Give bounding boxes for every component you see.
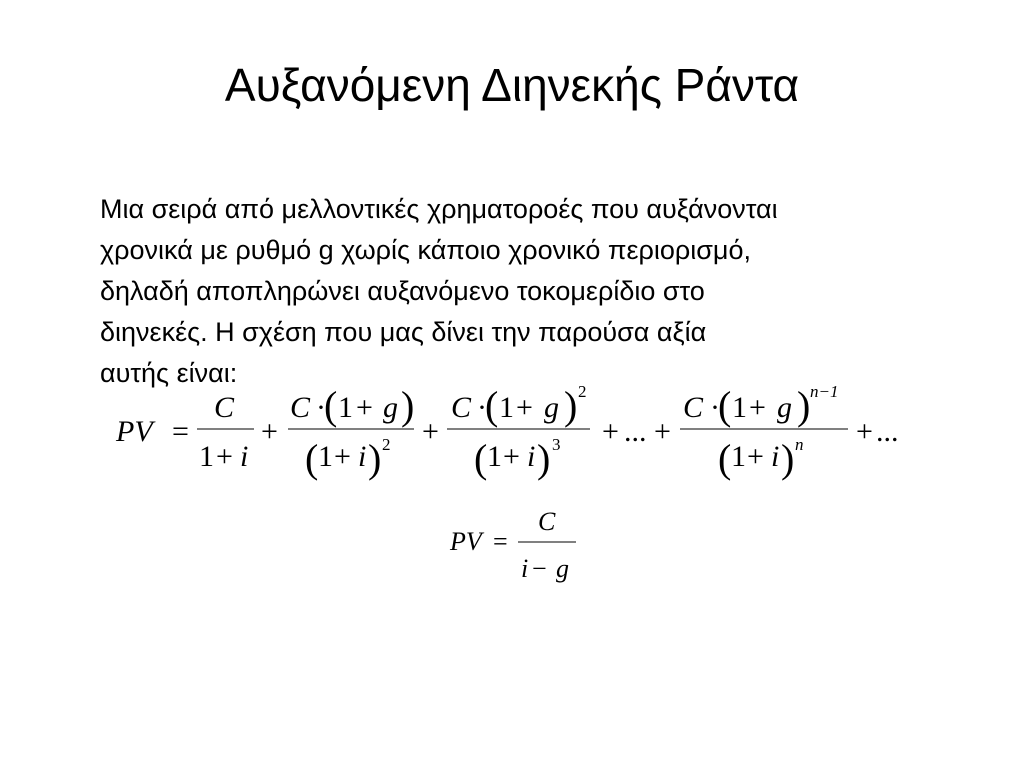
numerator-one: 1: [732, 391, 747, 424]
denominator-i: i: [521, 554, 529, 583]
body-line: χρονικά με ρυθμό g χωρίς κάποιο χρονικό περιορισμό,: [100, 235, 751, 265]
cdot-sign: ·: [710, 391, 720, 424]
equals-sign: =: [172, 415, 189, 448]
numerator-c: C: [290, 391, 311, 424]
close-paren: ): [797, 383, 811, 428]
ellipsis: ...: [876, 415, 899, 448]
open-paren: (: [324, 383, 338, 428]
open-paren: (: [305, 436, 319, 481]
denominator-i: i: [771, 440, 780, 473]
plus-sign: +: [216, 440, 233, 473]
open-paren: (: [474, 436, 488, 481]
open-paren: (: [718, 436, 732, 481]
plus-sign: +: [749, 391, 766, 424]
close-paren: ): [781, 436, 795, 481]
plus-sign: +: [334, 440, 351, 473]
numerator-c: C: [451, 391, 472, 424]
numerator-one: 1: [499, 391, 514, 424]
denominator-one: 1: [318, 440, 333, 473]
denominator-g: g: [556, 554, 569, 583]
slide-title: Αυξανόμενη Διηνεκής Ράντα: [224, 59, 800, 111]
body-line: αυτής είναι:: [100, 358, 238, 388]
denominator-i: i: [527, 440, 536, 473]
numerator-c: C: [214, 391, 235, 424]
numerator-g: g: [544, 391, 559, 424]
exponent-2: 2: [578, 382, 587, 401]
denominator-i: i: [240, 440, 249, 473]
body-line: διηνεκές. Η σχέση που μας δίνει την παρούσα αξία: [100, 317, 707, 347]
denominator-i: i: [358, 440, 367, 473]
pv-label: PV: [116, 415, 153, 448]
body-line: δηλαδή αποπληρώνει αυξανόμενο τοκομερίδιο στο: [100, 276, 705, 306]
formula-result: [449, 507, 576, 583]
plus-sign: +: [747, 440, 764, 473]
plus-sign: +: [602, 415, 619, 448]
cdot-sign: ·: [477, 391, 487, 424]
exponent-3: 3: [552, 435, 561, 454]
close-paren: ): [564, 383, 578, 428]
numerator-one: 1: [338, 391, 353, 424]
exponent-2: 2: [382, 435, 391, 454]
denominator-one: 1: [731, 440, 746, 473]
ellipsis: ...: [624, 415, 647, 448]
plus-sign: +: [356, 391, 373, 424]
denominator-one: 1: [487, 440, 502, 473]
pv-label: PV: [450, 527, 482, 556]
cdot-sign: ·: [316, 391, 326, 424]
exponent-n: n: [795, 435, 804, 454]
numerator-c: C: [683, 391, 704, 424]
plus-sign: +: [516, 391, 533, 424]
denominator-one: 1: [199, 440, 214, 473]
numerator-g: g: [383, 391, 398, 424]
numerator-g: g: [777, 391, 792, 424]
plus-sign: +: [422, 415, 439, 448]
plus-sign: +: [856, 415, 873, 448]
close-paren: ): [368, 436, 382, 481]
minus-sign: −: [532, 554, 547, 583]
open-paren: (: [718, 383, 732, 428]
plus-sign: +: [261, 415, 278, 448]
close-paren: ): [401, 383, 415, 428]
body-line: Μια σειρά από μελλοντικές χρηματοροές που αυξάνονται: [100, 194, 778, 224]
close-paren: ): [537, 436, 551, 481]
numerator-c: C: [538, 507, 556, 536]
plus-sign: +: [654, 415, 671, 448]
open-paren: (: [485, 383, 499, 428]
plus-sign: +: [503, 440, 520, 473]
exponent-n-minus-1: n−1: [810, 382, 839, 401]
equals-sign: =: [493, 527, 508, 556]
formula-series: [115, 382, 899, 481]
